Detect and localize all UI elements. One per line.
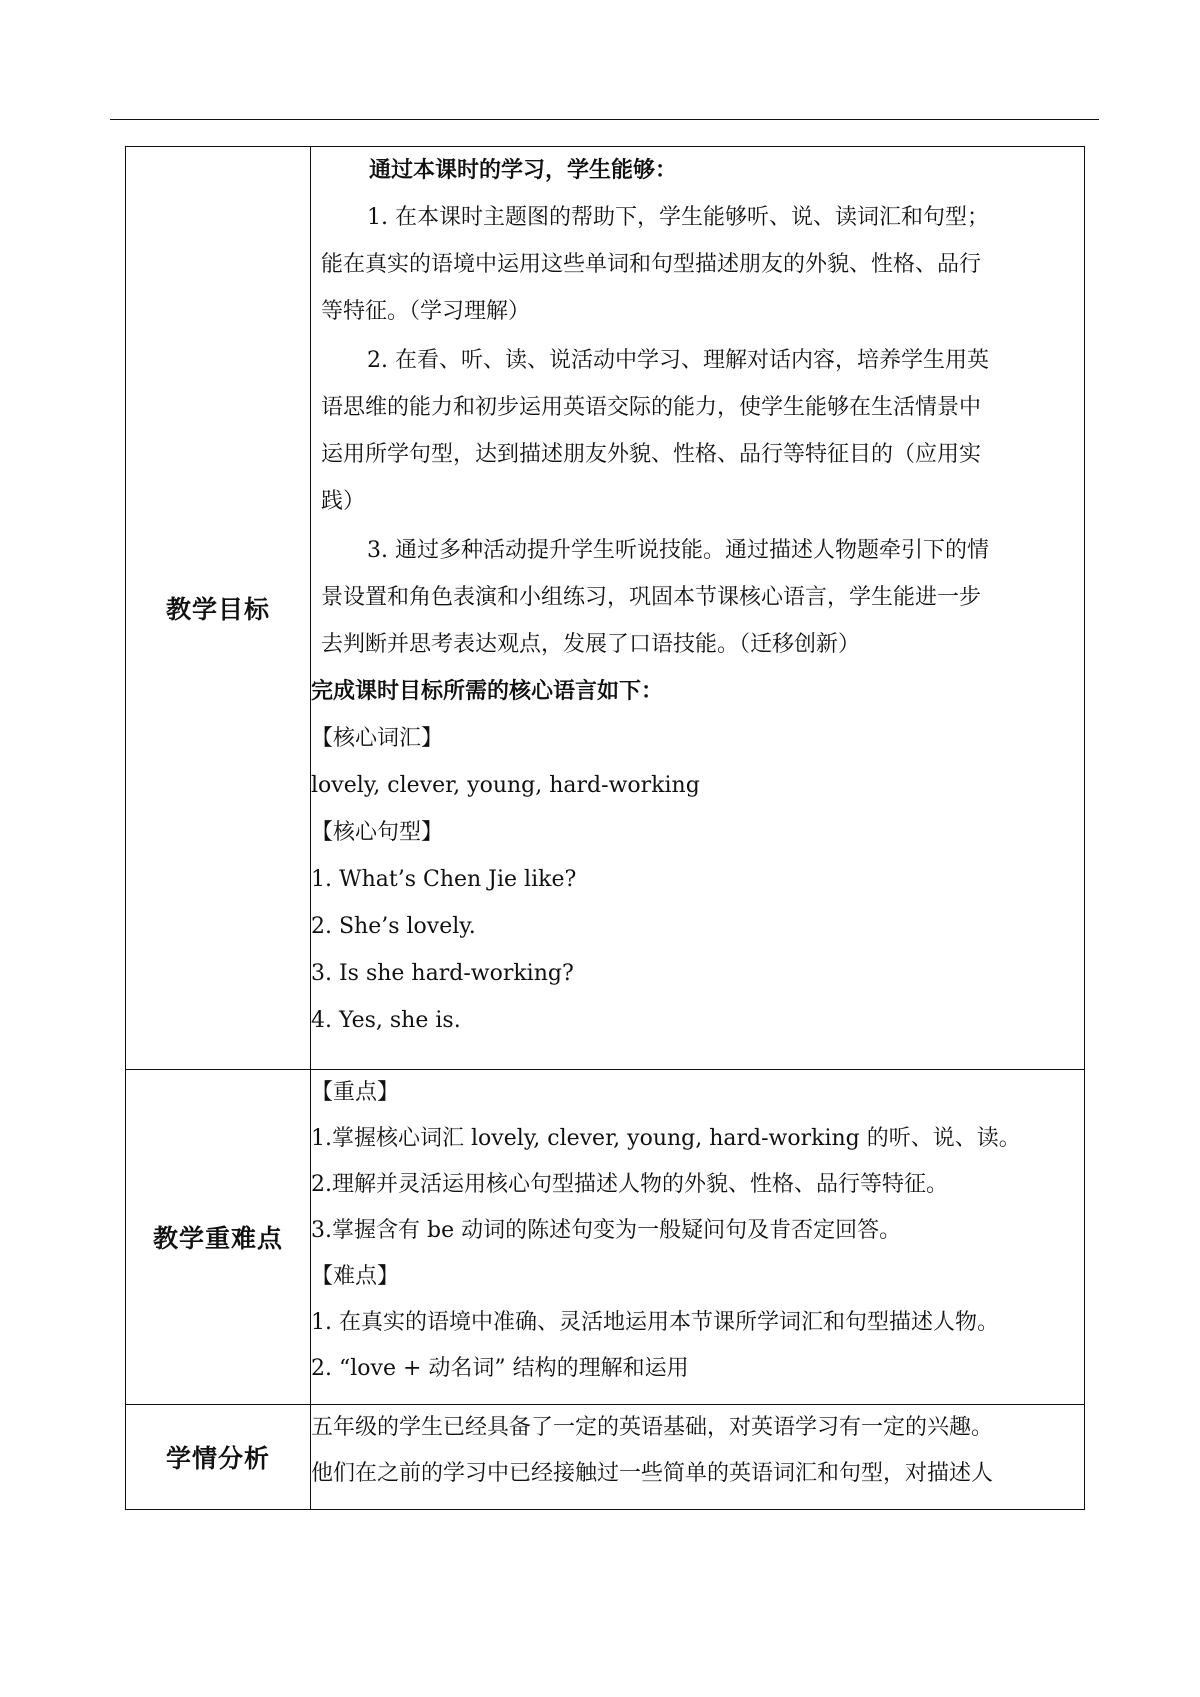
objective-2-line-1: 2. 在看、听、读、说活动中学习、理解对话内容，培养学生用英: [367, 348, 989, 373]
key-points-content: [311, 1070, 1085, 1405]
core-sentence-2: 2. She’s lovely.: [311, 914, 476, 939]
objective-2-line-3: 运用所学句型，达到描述朋友外貌、性格、品行等特征目的（应用实: [321, 442, 982, 467]
core-sentence-4: 4. Yes, she is.: [311, 1008, 461, 1033]
analysis-label: 学情分析: [126, 1405, 311, 1510]
core-vocab-heading: 【核心词汇】: [311, 726, 444, 751]
core-sentences-heading: 【核心句型】: [311, 820, 444, 845]
objectives-intro: 通过本课时的学习，学生能够：: [369, 157, 678, 183]
core-language-title: 完成课时目标所需的核心语言如下：: [311, 678, 664, 704]
objective-3-line-2: 景设置和角色表演和小组练习，巩固本节课核心语言，学生能进一步: [321, 585, 982, 610]
core-vocab: lovely, clever, young, hard-working: [311, 773, 700, 798]
objective-3-line-1: 3. 通过多种活动提升学生听说技能。通过描述人物题牵引下的情: [367, 538, 989, 563]
analysis-line-2: 他们在之前的学习中已经接触过一些简单的英语词汇和句型，对描述人: [311, 1461, 994, 1486]
difficult-heading: 【难点】: [311, 1264, 400, 1289]
objectives-row: [126, 147, 1085, 1070]
key-points-row: [126, 1070, 1085, 1405]
objective-2-line-4: 践）: [321, 489, 366, 514]
key-item-2: 2.理解并灵活运用核心句型描述人物的外貌、性格、品行等特征。: [311, 1172, 948, 1197]
difficult-item-1: 1. 在真实的语境中准确、灵活地运用本节课所学词汇和句型描述人物。: [311, 1310, 999, 1335]
key-points-label: 教学重难点: [126, 1070, 311, 1405]
core-sentence-3: 3. Is she hard-working?: [311, 961, 574, 986]
objective-1-line-2: 能在真实的语境中运用这些单词和句型描述朋友的外貌、性格、品行: [321, 252, 982, 277]
key-item-1: 1.掌握核心词汇 lovely, clever, young, hard-working 的听、说、读。: [311, 1126, 1021, 1151]
difficult-item-2: 2. “love + 动名词” 结构的理解和运用: [311, 1356, 689, 1381]
objectives-label: 教学目标: [126, 147, 311, 1070]
objective-2-line-2: 语思维的能力和初步运用英语交际的能力，使学生能够在生活情景中: [321, 395, 982, 420]
objective-1-line-1: 1. 在本课时主题图的帮助下，学生能够听、说、读词汇和句型；: [367, 205, 989, 230]
header-rule: [110, 119, 1099, 120]
key-heading: 【重点】: [311, 1080, 400, 1105]
lesson-plan-table: [125, 146, 1085, 1510]
objective-3-line-3: 去判断并思考表达观点，发展了口语技能。（迁移创新）: [321, 632, 861, 657]
key-item-3: 3.掌握含有 be 动词的陈述句变为一般疑问句及肯否定回答。: [311, 1218, 902, 1243]
objective-1-line-3: 等特征。（学习理解）: [321, 299, 531, 324]
core-sentence-1: 1. What’s Chen Jie like?: [311, 867, 577, 892]
analysis-content: [311, 1405, 1085, 1510]
analysis-row: [126, 1405, 1085, 1510]
objectives-content: [311, 147, 1085, 1070]
analysis-line-1: 五年级的学生已经具备了一定的英语基础，对英语学习有一定的兴趣。: [311, 1415, 994, 1440]
